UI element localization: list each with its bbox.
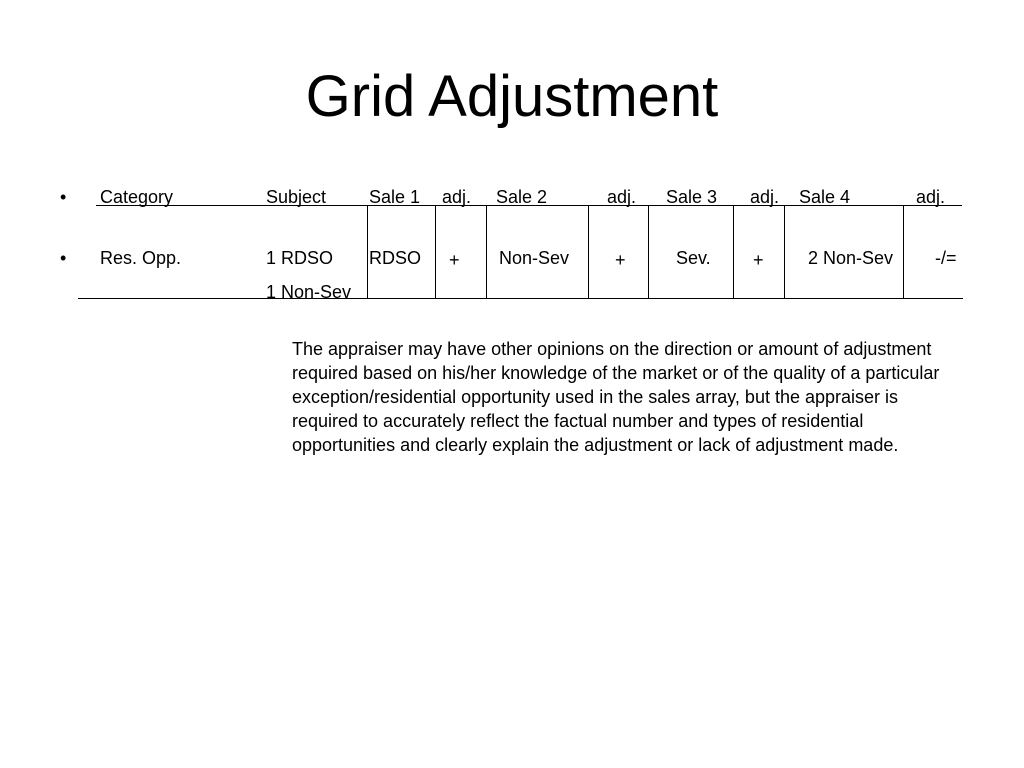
column-divider bbox=[435, 205, 436, 298]
header-sale-2: Sale 2 bbox=[496, 187, 548, 207]
cell-sale-1: RDSO bbox=[369, 248, 422, 268]
header-sale-4: Sale 4 bbox=[799, 187, 851, 207]
cell-adj-2: + bbox=[615, 250, 626, 270]
column-divider bbox=[588, 205, 589, 298]
header-category: Category bbox=[100, 187, 174, 207]
cell-subject-line-1: 1 RDSO bbox=[266, 248, 334, 268]
cell-subject-line-2: 1 Non-Sev bbox=[266, 282, 352, 302]
bottom-rule bbox=[78, 298, 963, 299]
header-sale-3: Sale 3 bbox=[666, 187, 718, 207]
column-divider bbox=[486, 205, 487, 298]
column-divider bbox=[648, 205, 649, 298]
header-adj-4: adj. bbox=[916, 187, 946, 207]
cell-adj-1: + bbox=[449, 250, 460, 270]
cell-category: Res. Opp. bbox=[100, 248, 182, 268]
header-sale-1: Sale 1 bbox=[369, 187, 421, 207]
column-divider bbox=[903, 205, 904, 298]
column-divider bbox=[784, 205, 785, 298]
bullet: • bbox=[60, 187, 67, 207]
header-adj-3: adj. bbox=[750, 187, 780, 207]
cell-adj-3: + bbox=[753, 250, 764, 270]
cell-adj-4: -/= bbox=[935, 248, 957, 268]
cell-sale-3: Sev. bbox=[676, 248, 711, 268]
cell-sale-2: Non-Sev bbox=[499, 248, 570, 268]
header-subject: Subject bbox=[266, 187, 327, 207]
cell-sale-4: 2 Non-Sev bbox=[808, 248, 894, 268]
explanation-paragraph: The appraiser may have other opinions on the direction or amount of adjustment required based on his/her knowledge of the market or of the quality of a particular exception/residential opportunity used in the sales array, but the appraiser is required to accurately reflect the factual number and types of residential opportunities and clearly explain the adjustment or lack of adjustment made. bbox=[292, 339, 940, 455]
column-divider bbox=[367, 205, 368, 298]
header-adj-2: adj. bbox=[607, 187, 637, 207]
column-divider bbox=[733, 205, 734, 298]
bullet: • bbox=[60, 248, 67, 268]
slide-title: Grid Adjustment bbox=[305, 64, 719, 129]
header-adj-1: adj. bbox=[442, 187, 472, 207]
